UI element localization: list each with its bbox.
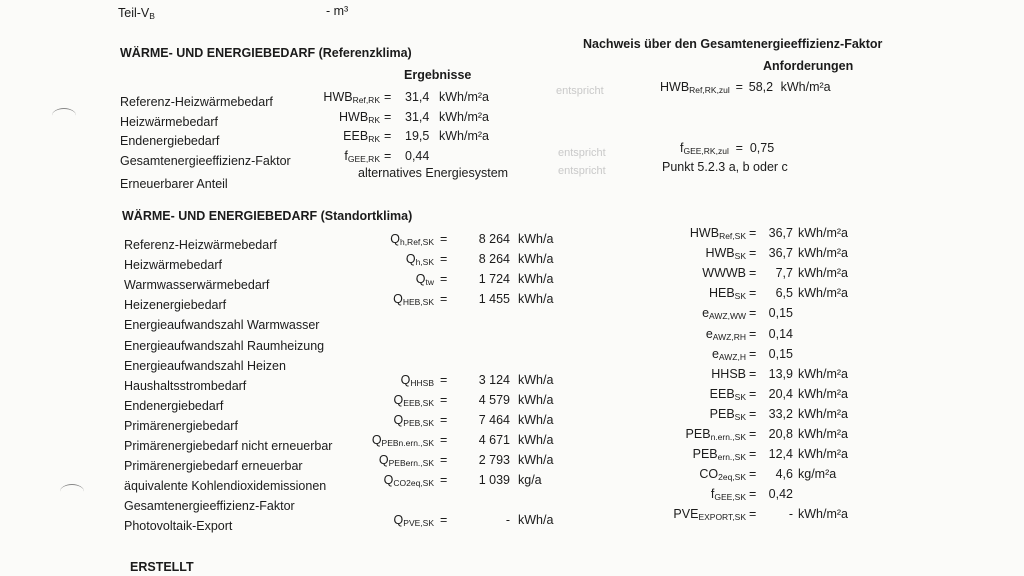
q-symbol: [350, 232, 434, 247]
equals-sign: =: [440, 473, 448, 488]
symbol-subscript: PEBern.,SK: [388, 458, 434, 469]
symbol-subscript: AWZ,WW: [709, 311, 746, 322]
equals-sign: =: [749, 406, 757, 421]
referenz-row-unit: kWh/m²a: [439, 129, 489, 143]
section-title-standortklima: WÄRME- UND ENERGIEBEDARF (Standortklima): [122, 209, 413, 223]
symbol-main: HWB: [339, 110, 369, 124]
symbol-subscript: SK: [734, 411, 746, 422]
standort-row-label: Warmwasserwärmebedarf: [124, 278, 270, 293]
referenz-row-symbol: [300, 129, 380, 144]
spez-value: 0,15: [768, 306, 793, 321]
spez-unit: kWh/m²a: [798, 226, 848, 240]
referenz-row-value: alternatives Energiesystem: [358, 166, 509, 180]
referenz-row-label: Heizwärmebedarf: [120, 115, 218, 129]
teil-vb-label: Teil-$V_B$: [118, 6, 155, 21]
standort-row-label: Gesamtenergieeffizienz-Faktor: [124, 499, 295, 514]
symbol-main: WWWB: [702, 266, 746, 281]
symbol-subscript: HHSB: [410, 377, 434, 388]
spez-symbol: [640, 226, 746, 241]
symbol-main: Q: [371, 433, 382, 447]
spez-unit: kWh/m²a: [798, 386, 848, 401]
spez-unit: kWh/m²a: [798, 427, 848, 441]
q-unit: kWh/a: [518, 292, 554, 307]
spez-symbol: [640, 367, 746, 381]
symbol-main: Q: [390, 232, 400, 246]
symbol-subscript: PVE,SK: [403, 518, 434, 529]
standort-row-label: Energieaufwandszahl Warmwasser: [124, 318, 320, 333]
spez-unit: kWh/m²a: [798, 447, 848, 462]
q-symbol: [350, 453, 434, 468]
q-symbol: [350, 393, 434, 408]
q-symbol: [350, 252, 434, 267]
equals-sign: =: [749, 306, 757, 321]
equals-sign: =: [440, 272, 448, 287]
teil-vb-value: - m³: [326, 4, 349, 18]
q-unit: kWh/a: [518, 252, 554, 267]
spez-symbol: [640, 306, 746, 321]
standort-row-label: Heizwärmebedarf: [124, 258, 222, 273]
spez-value: 20,4: [768, 386, 793, 401]
spez-symbol: [640, 407, 746, 422]
q-value: 4 671: [478, 433, 510, 447]
q-symbol: [350, 433, 434, 448]
q-symbol: [350, 473, 434, 488]
section-title-referenzklima: WÄRME- UND ENERGIEBEDARF (Referenzklima): [120, 46, 412, 60]
symbol-subscript: h,Ref,SK: [399, 237, 434, 247]
symbol-subscript: tw: [425, 277, 434, 288]
symbol-main: HWB: [323, 90, 353, 104]
equals-sign: =: [440, 292, 448, 307]
equals-sign: =: [384, 129, 392, 143]
symbol-main: EEB: [343, 129, 369, 143]
symbol-subscript: HEB,SK: [402, 297, 434, 308]
equals-sign: =: [749, 467, 757, 482]
q-value: -: [505, 513, 510, 528]
standort-row-label: Referenz-Heizwärmebedarf: [124, 238, 277, 252]
symbol-main: e: [702, 306, 710, 321]
q-unit: kWh/a: [518, 272, 554, 287]
symbol-subscript: SK: [734, 251, 746, 262]
symbol-subscript: GEE,RK: [347, 154, 380, 164]
spez-unit: kWh/m²a: [798, 266, 848, 281]
spez-symbol: [640, 487, 746, 502]
q-value: 3 124: [478, 372, 510, 387]
spez-value: 20,8: [768, 427, 793, 441]
q-unit: kg/a: [518, 473, 542, 488]
q-unit: kWh/a: [518, 433, 554, 447]
spez-value: -: [788, 507, 793, 522]
nachweis-title: Nachweis über den Gesamtenergieeffizienz-Faktor: [583, 37, 883, 51]
spez-unit: kWh/m²a: [798, 366, 848, 381]
symbol-subscript: CO2eq,SK: [393, 478, 434, 489]
spez-value: 13,9: [768, 366, 793, 381]
equals-sign: =: [440, 232, 448, 246]
symbol-subscript: EXPORT,SK: [698, 512, 746, 523]
symbol-subscript: PEB,SK: [403, 417, 434, 428]
standort-row-label: Primärenergiebedarf nicht erneuerbar: [124, 439, 333, 453]
spez-symbol: [640, 347, 746, 362]
symbol-subscript: SK: [734, 291, 746, 302]
equals-sign: =: [749, 226, 757, 240]
symbol-main: Q: [405, 252, 416, 267]
q-value: 2 793: [478, 453, 510, 468]
spez-symbol: [640, 387, 746, 402]
spez-value: 0,15: [768, 346, 793, 361]
symbol-subscript: n.ern.,SK: [710, 432, 746, 442]
equals-sign: =: [749, 346, 757, 361]
q-value: 8 264: [478, 232, 510, 246]
referenz-row-symbol: [300, 110, 380, 125]
q-value: 1 039: [478, 473, 510, 488]
symbol-main: Q: [393, 412, 404, 427]
referenz-row-label: Endenergiebedarf: [120, 134, 220, 148]
symbol-main: HWB: [705, 246, 735, 261]
spez-value: 4,6: [775, 467, 793, 482]
symbol-main: e: [711, 346, 719, 361]
referenz-row-unit: kWh/m²a: [439, 110, 489, 124]
symbol-main: PVE: [673, 507, 699, 522]
symbol-subscript: Ref,SK: [719, 231, 746, 241]
equals-sign: =: [440, 453, 448, 468]
spez-symbol: [640, 246, 746, 261]
referenz-row-value: 31,4: [405, 90, 430, 104]
spez-unit: kg/m²a: [798, 467, 837, 482]
equals-sign: =: [749, 286, 757, 301]
equals-sign: =: [384, 90, 392, 104]
symbol-main: f: [710, 487, 715, 502]
q-unit: kWh/a: [518, 412, 554, 427]
equals-sign: =: [440, 513, 448, 528]
spez-unit: kWh/m²a: [798, 406, 848, 421]
erstellt-heading: ERSTELLT: [130, 560, 194, 574]
symbol-subscript: RK: [368, 134, 380, 144]
symbol-main: f: [344, 149, 348, 163]
symbol-main: CO: [699, 467, 719, 482]
equals-sign: =: [749, 266, 757, 281]
standort-row-label: Primärenergiebedarf erneuerbar: [124, 459, 303, 474]
referenz-row-label: Erneuerbarer Anteil: [120, 177, 228, 191]
entspricht-1: entspricht: [556, 85, 604, 97]
standort-row-label: Heizenergiebedarf: [124, 298, 227, 313]
punch-hole-bottom: [60, 484, 84, 499]
punch-hole-top: [52, 108, 76, 123]
equals-sign: =: [749, 326, 757, 341]
q-unit: kWh/a: [518, 392, 554, 407]
symbol-main: PEB: [709, 406, 735, 421]
symbol-main: Q: [393, 392, 404, 407]
equals-sign: =: [749, 366, 757, 381]
symbol-main: Q: [393, 292, 403, 307]
hwb-ref-rk-zul: $HWB_{Ref,RK,zul} = 58,2$ kWh/m²a: [660, 80, 831, 95]
q-value: 4 579: [478, 392, 510, 407]
spez-value: 0,14: [768, 326, 793, 341]
spez-symbol: [640, 467, 746, 482]
ergebnisse-header: Ergebnisse: [404, 68, 472, 82]
spez-symbol: [640, 286, 746, 301]
spez-symbol: [640, 507, 746, 522]
symbol-subscript: SK: [734, 391, 746, 402]
equals-sign: =: [384, 149, 392, 163]
symbol-main: e: [705, 326, 713, 341]
equals-sign: =: [749, 246, 757, 261]
referenz-row-label: Referenz-Heizwärmebedarf: [120, 95, 273, 109]
equals-sign: =: [440, 252, 448, 267]
standort-row-label: Energieaufwandszahl Heizen: [124, 358, 286, 373]
standort-row-label: Primärenergiebedarf: [124, 418, 238, 433]
symbol-subscript: ern.,SK: [717, 452, 746, 463]
symbol-main: EEB: [709, 386, 735, 401]
equals-sign: =: [440, 372, 448, 387]
referenz-row-value: 19,5: [405, 129, 430, 143]
symbol-main: PEB: [692, 447, 718, 462]
equals-sign: =: [440, 433, 448, 447]
symbol-main: PEB: [685, 427, 711, 441]
anforderungen-header: Anforderungen: [763, 59, 854, 73]
spez-unit: kWh/m²a: [798, 507, 848, 522]
symbol-main: Q: [383, 473, 394, 488]
q-symbol: [350, 513, 434, 528]
q-value: 7 464: [478, 412, 510, 427]
fgee-rk-zul: $f_{GEE,RK,zul} = 0,75$: [680, 141, 775, 156]
symbol-main: Q: [415, 272, 426, 287]
q-value: 1 724: [478, 272, 510, 287]
spez-symbol: [640, 327, 746, 342]
equals-sign: =: [749, 507, 757, 522]
punkt-reference: Punkt 5.2.3 a, b oder c: [662, 160, 788, 174]
q-unit: kWh/a: [518, 513, 554, 528]
q-symbol: [350, 373, 434, 388]
referenz-row-value: 31,4: [405, 110, 430, 124]
symbol-subscript: AWZ,RH: [712, 331, 746, 342]
referenz-row-unit: kWh/m²a: [439, 90, 489, 104]
spez-symbol: [640, 447, 746, 462]
referenz-row-symbol: [300, 149, 380, 164]
equals-sign: =: [384, 110, 392, 124]
symbol-subscript: GEE,SK: [714, 492, 746, 503]
equals-sign: =: [749, 487, 757, 502]
spez-value: 0,42: [768, 487, 793, 502]
spez-value: 12,4: [768, 447, 793, 462]
symbol-main: HHSB: [711, 366, 746, 381]
equals-sign: =: [749, 427, 757, 441]
equals-sign: =: [440, 392, 448, 407]
equals-sign: =: [749, 447, 757, 462]
spez-symbol: [640, 427, 746, 442]
q-unit: kWh/a: [518, 453, 554, 468]
symbol-main: Q: [378, 453, 389, 468]
entspricht-2: entspricht: [558, 147, 606, 159]
standort-row-label: Energieaufwandszahl Raumheizung: [124, 338, 325, 353]
q-symbol: [350, 292, 434, 307]
spez-value: 36,7: [768, 226, 793, 240]
standort-row-label: Photovoltaik-Export: [124, 519, 233, 534]
q-value: 1 455: [478, 292, 510, 307]
spez-value: 7,7: [775, 266, 793, 281]
standort-row-label: Haushaltsstrombedarf: [124, 378, 247, 393]
spez-value: 6,5: [775, 286, 793, 301]
symbol-subscript: PEBn.ern.,SK: [381, 438, 434, 448]
q-symbol: [350, 272, 434, 287]
symbol-subscript: h,SK: [415, 257, 434, 268]
referenz-row-label: Gesamtenergieeffizienz-Faktor: [120, 154, 291, 168]
equals-sign: =: [440, 412, 448, 427]
entspricht-3: entspricht: [558, 165, 606, 177]
q-symbol: [350, 413, 434, 428]
symbol-subscript: EEB,SK: [403, 397, 434, 408]
referenz-row-symbol: [300, 90, 380, 105]
symbol-subscript: Ref,RK: [352, 95, 380, 105]
spez-value: 36,7: [768, 246, 793, 261]
spez-symbol: [640, 266, 746, 280]
symbol-subscript: RK: [368, 115, 380, 125]
referenz-row-value: 0,44: [405, 149, 430, 163]
spez-unit: kWh/m²a: [798, 286, 848, 301]
q-unit: kWh/a: [518, 232, 554, 246]
spez-unit: kWh/m²a: [798, 246, 848, 261]
standort-row-label: Endenergiebedarf: [124, 398, 224, 413]
q-unit: kWh/a: [518, 372, 554, 387]
q-value: 8 264: [478, 252, 510, 267]
spez-value: 33,2: [768, 406, 793, 421]
symbol-subscript: 2eq,SK: [718, 472, 746, 483]
symbol-subscript: AWZ,H: [718, 351, 746, 362]
equals-sign: =: [749, 386, 757, 401]
standort-row-label: äquivalente Kohlendioxidemissionen: [124, 479, 327, 494]
symbol-main: Q: [400, 372, 411, 387]
symbol-main: HWB: [689, 226, 720, 240]
symbol-main: HEB: [708, 286, 735, 301]
symbol-main: Q: [393, 513, 404, 528]
